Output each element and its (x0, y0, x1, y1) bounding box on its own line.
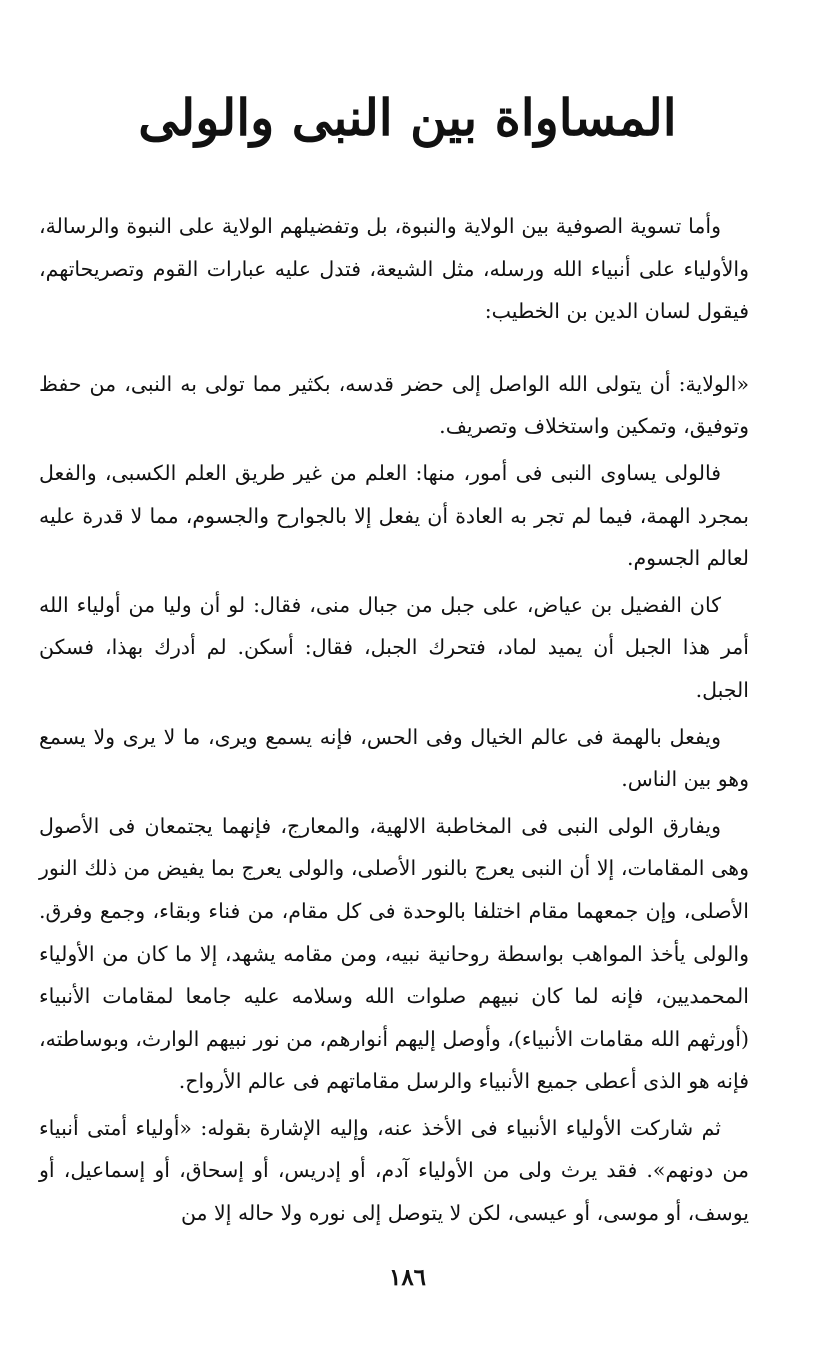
paragraph: ويفارق الولى النبى فى المخاطبة الالهية، والمعارج، فإنهما يجتمعان فى الأصول وهى المقامات، إلا أن النبى يعرج بالنور الأصلى، والولى يعرج بما يفيض من ذلك النور الأصلى، وإن جمعهما مقام اختلفا بالوحدة فى كل مقام، من فناء وبقاء، وجمع وفرق. والولى يأخذ المواهب بواسطة روحانية نبيه، ومن مقامه يشهد، إلا ما كان من الأولياء المحمديين، فإنه لما كان نبيهم صلوات الله وسلامه عليه جامعا لمقامات الأنبياء (أورثهم الله مقامات الأنبياء)، وأوصل إليهم أنوارهم، من نور نبيهم الوارث، وبوساطته، فإنه هو الذى أعطى جميع الأنبياء والرسل مقاماتهم فى عالم الأرواح. (39, 813, 749, 1094)
paragraph: كان الفضيل بن عياض، على جبل من جبال منى، فقال: لو أن وليا من أولياء الله أمر هذا الجبل أن يميد لماد، فتحرك الجبل، فقال: أسكن. لم أدرك بهذا، فسكن الجبل. (39, 592, 749, 702)
body-text (39, 205, 749, 1235)
quote-paragraph: «الولاية: أن يتولى الله الواصل إلى حضر قدسه، بكثير مما تولى به النبى، من حفظ وتوفيق، وتمكين واستخلاف وتصريف. (39, 371, 749, 439)
intro-paragraph: وأما تسوية الصوفية بين الولاية والنبوة، بل وتفضيلهم الولاية على النبوة والرسالة، والأولياء على أنبياء الله ورسله، مثل الشيعة، فتدل عليه عبارات القوم وتصريحاتهم، فيقول لسان الدين بن الخطيب: (39, 214, 749, 324)
paragraph: ويفعل بالهمة فى عالم الخيال وفى الحس، فإنه يسمع ويرى، ما لا يرى ولا يسمع وهو بين الناس. (39, 724, 749, 792)
paragraph: فالولى يساوى النبى فى أمور، منها: العلم من غير طريق العلم الكسبى، والفعل بمجرد الهمة، فيما لم تجر به العادة أن يفعل إلا بالجوارح والجسوم، مما لا قدرة عليه لعالم الجسوم. (39, 460, 749, 571)
paragraph: ثم شاركت الأولياء الأنبياء فى الأخذ عنه، وإليه الإشارة بقوله: «أولياء أمتى أنبياء من دونهم». فقد يرث ولى من الأولياء آدم، أو إدريس، أو إسحاق، أو إسماعيل، أو يوسف، أو موسى، أو عيسى، لكن لا يتوصل إلى نوره ولا حاله إلا من (39, 1115, 749, 1226)
page-number: ١٨٦ (388, 1264, 427, 1291)
chapter-title: المساواة بين النبى والولى (138, 88, 677, 147)
